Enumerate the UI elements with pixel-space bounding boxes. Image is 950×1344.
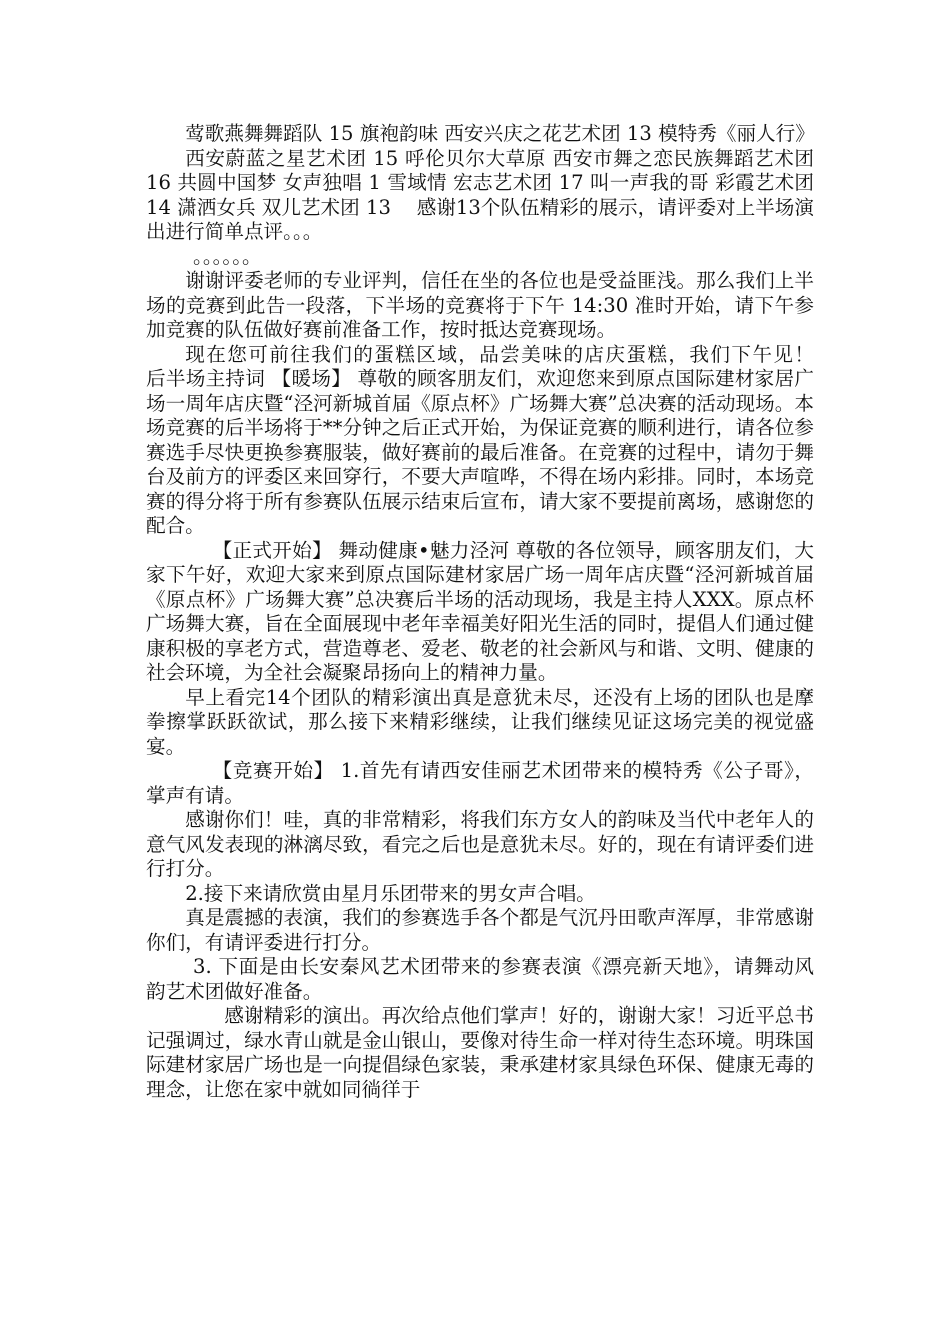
- paragraph-first-half-end: 谢谢评委老师的专业评判，信任在坐的各位也是受益匪浅。那么我们上半场的竞赛到此告一段落，下半场的竞赛将于下午 14:30 准时开始，请下午参加竞赛的队伍做好赛前准备工作，按时抵达竞赛现场。: [146, 269, 814, 341]
- paragraph-ellipsis: 。。。。。。: [193, 244, 262, 268]
- document-page: [146, 122, 912, 1102]
- paragraph-item-2: 2.接下来请欣赏由星月乐团带来的男女声合唱。: [185, 881, 596, 905]
- paragraph-team-list-2: 西安蔚蓝之星艺术团 15 呼伦贝尔大草原 西安市舞之恋民族舞蹈艺术团 16 共圆中国梦 女声独唱 1 雪域情 宏志艺术团 17 叫一声我的哥 彩霞艺术团 14 潇洒女兵 双儿艺术团 13 感谢13个队伍精彩的展示，请评委对上半场演出进行简单点评。。。: [146, 146, 814, 243]
- paragraph-morning-recap: 早上看完14个团队的精彩演出真是意犹未尽，还没有上场的团队也是摩拳擦掌跃跃欲试，那么接下来精彩继续，让我们继续见证这场完美的视觉盛宴。: [146, 685, 814, 758]
- paragraph-team-list-1: 莺歌燕舞舞蹈队 15 旗袍韵味 西安兴庆之花艺术团 13 模特秀《丽人行》: [185, 122, 815, 145]
- paragraph-competition-start: 【竞赛开始】 1.首先有请西安佳丽艺术团带来的模特秀《公子哥》，掌声有请。: [146, 759, 814, 807]
- paragraph-second-half-warmup: 现在您可前往我们的蛋糕区域，品尝美味的店庆蛋糕，我们下午见！ 后半场主持词 【暖场】 尊敬的顾客朋友们，欢迎您来到原点国际建材家居广场一周年店庆暨“泾河新城首届《原点杯》广场舞大赛”总决赛的活动现场。本场竞赛的后半场将于**分钟之后正式开始，为保证竞赛的顺利进行，请各位参赛选手尽快更换参赛服装，做好赛前的最后准备。在竞赛的过程中，请勿于舞台及前方的评委区来回穿行，不要大声喧哗，不得在场内彩排。同时，本场竞赛的得分将于所有参赛队伍展示结束后宣布，请大家不要提前离场，感谢您的配合。: [146, 342, 912, 537]
- paragraph-thanks-1: 感谢你们！哇，真的非常精彩，将我们东方女人的韵味及当代中老年人的意气风发表现的淋漓尽致，看完之后也是意犹未尽。好的，现在有请评委们进行打分。: [146, 808, 814, 880]
- paragraph-thanks-3: 感谢精彩的演出。再次给点他们掌声！好的，谢谢大家！习近平总书记强调过，绿水青山就是金山银山，要像对待生命一样对待生态环境。明珠国际建材家居广场也是一向提倡绿色家装，秉承建材家具绿色环保、健康无毒的理念，让您在家中就如同徜徉于: [146, 1004, 814, 1101]
- paragraph-official-start: 【正式开始】 舞动健康•魅力泾河 尊敬的各位领导，顾客朋友们，大家下午好，欢迎大家来到原点国际建材家居广场一周年店庆暨“泾河新城首届《原点杯》广场舞大赛”总决赛后半场的活动现场，我是主持人XXX。原点杯广场舞大赛，旨在全面展现中老年幸福美好阳光生活的同时，提倡人们通过健康积极的享老方式，营造尊老、爱老、敬老的社会新风与和谐、文明、健康的社会环境，为全社会凝聚昂扬向上的精神力量。: [146, 538, 814, 684]
- paragraph-item-3: 3. 下面是由长安秦风艺术团带来的参赛表演《漂亮新天地》，请舞动风韵艺术团做好准备。: [146, 955, 814, 1003]
- paragraph-thanks-2: 真是震撼的表演，我们的参赛选手各个都是气沉丹田歌声浑厚，非常感谢你们，有请评委进行打分。: [146, 906, 814, 954]
